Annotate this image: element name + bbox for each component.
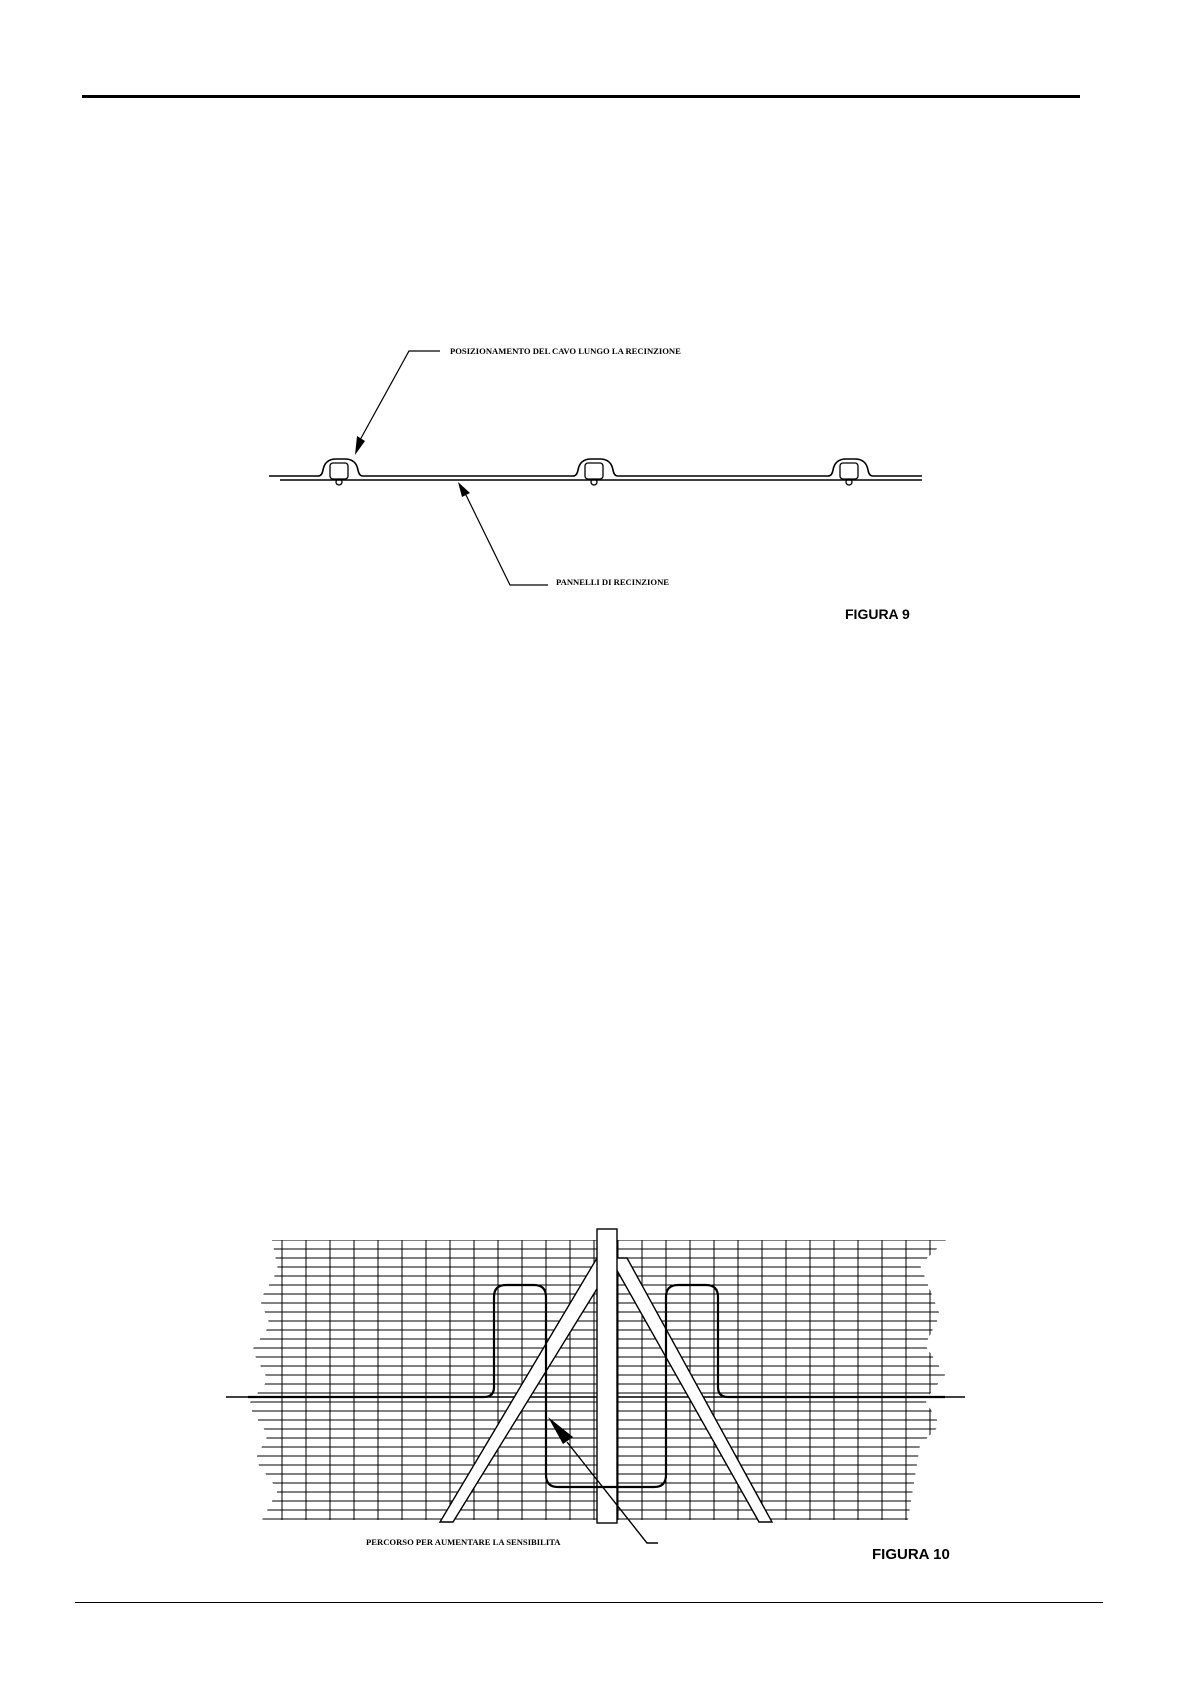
figure-9 — [269, 346, 922, 622]
fence-panels-label: PANNELLI DI RECINZIONE — [556, 577, 670, 587]
cable-position-leader-arrow — [355, 351, 440, 455]
figure-10-caption: FIGURA 10 — [872, 1546, 950, 1563]
cable-position-label: POSIZIONAMENTO DEL CAVO LUNGO LA RECINZIONE — [450, 346, 681, 356]
figure-10 — [226, 1229, 965, 1563]
fence-post — [597, 1229, 617, 1523]
cable-at-posts — [330, 463, 858, 485]
fence-panel-profile — [269, 459, 922, 480]
figure-9-caption: FIGURA 9 — [845, 606, 910, 622]
sensitivity-path-label: PERCORSO PER AUMENTARE LA SENSIBILITA — [366, 1537, 561, 1547]
fence-panels-leader-arrow — [458, 482, 548, 585]
